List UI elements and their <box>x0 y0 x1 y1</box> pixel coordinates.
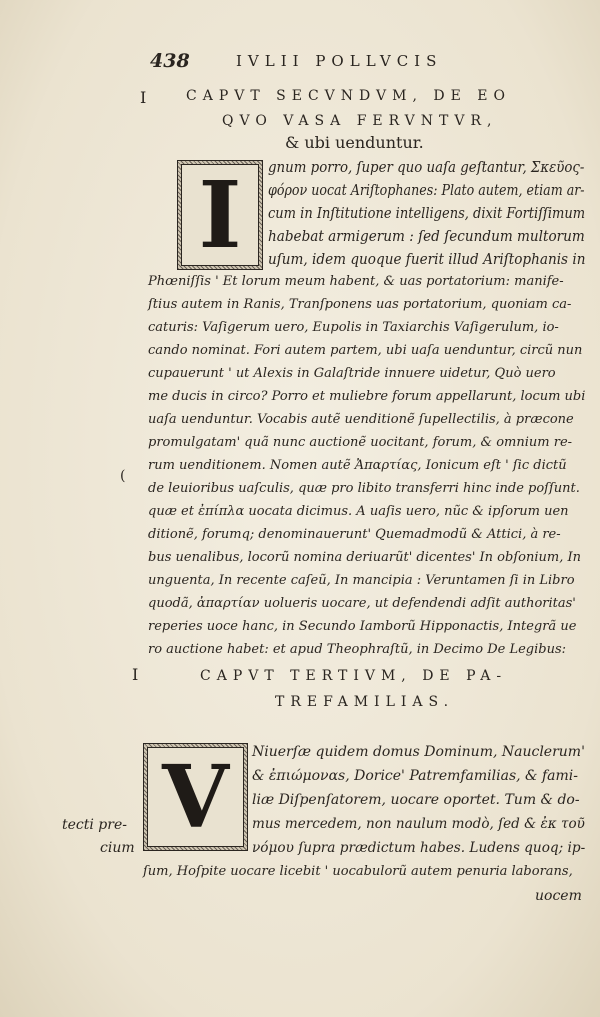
chapter2-title-line2: QVO VASA FERVNTVR, <box>222 113 498 129</box>
text-line: me ducis in circo? Porro et muliebre forum appellarunt, locum ubi <box>148 389 586 404</box>
text-line: uaſa uenduntur. Vocabis autẽ uenditionẽ ſupellectilis, à præcone <box>148 412 574 427</box>
text-line: quodã, ἀπαρτίαν uolueris uocare, ut defendendi adſit authoritas' <box>148 596 576 611</box>
running-head: IVLII POLLVCIS <box>236 52 443 70</box>
chapter2-marker: I <box>140 88 147 107</box>
chapter3-title-line2: TREFAMILIAS. <box>275 694 455 710</box>
initial-letter-I: I <box>198 161 242 269</box>
text-line: φόρον uocat Ariſtophanes: Plato autem, etiam ar- <box>268 181 585 199</box>
page-header <box>150 50 550 76</box>
text-line: ro auctione habet: et apud Theophraſtũ, in Decimo De Legibus: <box>148 642 567 657</box>
margin-mark: ( <box>120 468 126 484</box>
text-line: de leuioribus uaſculis, quæ pro libito transferri hinc inde poſſunt. <box>148 481 580 496</box>
text-line: νόμου ſupra prædictum habes. Ludens quoq; ip- <box>252 840 586 856</box>
text-line: caturis: Vaſigerum uero, Eupolis in Taxiarchis Vaſigerulum, io- <box>148 320 559 335</box>
text-line: ſum, Hoſpite uocare licebit ' uocabulorũ autem penuria laborans, <box>143 864 573 879</box>
chapter2-title-line3: & ubi uenduntur. <box>285 133 424 152</box>
text-line: & ἐπιώμοναs, Dorice' Patremfamilias, & fami- <box>252 768 578 784</box>
text-line: gnum porro, ſuper quo uaſa geſtantur, Σκεῦος- <box>268 158 585 176</box>
text-line: promulgatam' quã nunc auctionẽ uocitant, forum, & omnium re- <box>148 435 573 450</box>
margin-note-line2: cium <box>100 840 135 856</box>
text-line: cum in Inſtitutione intelligens, dixit Fortiſſimum <box>268 204 586 222</box>
margin-note-line1: tecti pre- <box>62 817 127 833</box>
text-line: ſtius autem in Ranis, Tranſponens uas portatorium, quoniam ca- <box>148 297 572 312</box>
chapter3-marker: I <box>132 665 139 684</box>
text-line: Niuerſæ quidem domus Dominum, Nauclerum' <box>252 744 585 760</box>
decorated-initial-V <box>143 743 248 851</box>
page-number: 438 <box>150 50 190 72</box>
text-line: Phœniſſis ' Et lorum meum habent, & uas portatorium: manife- <box>148 274 564 289</box>
text-line: reperies uoce hanc, in Secundo Iamborũ Hipponactis, Integrã ue <box>148 619 577 634</box>
text-line: liæ Diſpenſatorem, uocare oportet. Tum & do- <box>252 792 580 808</box>
decorated-initial-I <box>177 160 263 270</box>
chapter2-title-line1: CAPVT SECVNDVM, DE EO <box>186 88 511 104</box>
catchword: uocem <box>535 888 582 904</box>
text-line: rum uenditionem. Nomen autẽ Ἀπαρτίας, Ionicum eſt ' ſic dictũ <box>148 458 567 473</box>
text-line: ditionẽ, forumq; denominauerunt' Quemadmodũ & Attici, à re- <box>148 527 561 542</box>
text-line: cando nominat. Fori autem partem, ubi uaſa uenduntur, circũ nun <box>148 343 583 358</box>
text-line: unguenta, In recente caſeũ, In mancipia : Veruntamen ſi in Libro <box>148 573 575 588</box>
text-line: mus mercedem, non naulum modò, ſed & ἐκ τοῦ <box>252 816 585 832</box>
text-line: quæ et ἐπίπλα uocata dicimus. A uaſis uero, nũc & ipſorum uen <box>148 504 569 519</box>
text-line: cupauerunt ' ut Alexis in Galaſtride innuere uidetur, Quò uero <box>148 366 556 381</box>
text-line: bus uenalibus, locorũ nomina deriuarũt' dicentes' In obſonium, In <box>148 550 581 565</box>
text-line: habebat armigerum : ſed ſecundum multorum <box>268 227 585 245</box>
initial-letter-V: V <box>162 746 229 848</box>
text-line: uſum, idem quoque fuerit illud Ariſtophanis in <box>268 250 586 268</box>
chapter3-title-line1: CAPVT TERTIVM, DE PA- <box>200 668 508 684</box>
